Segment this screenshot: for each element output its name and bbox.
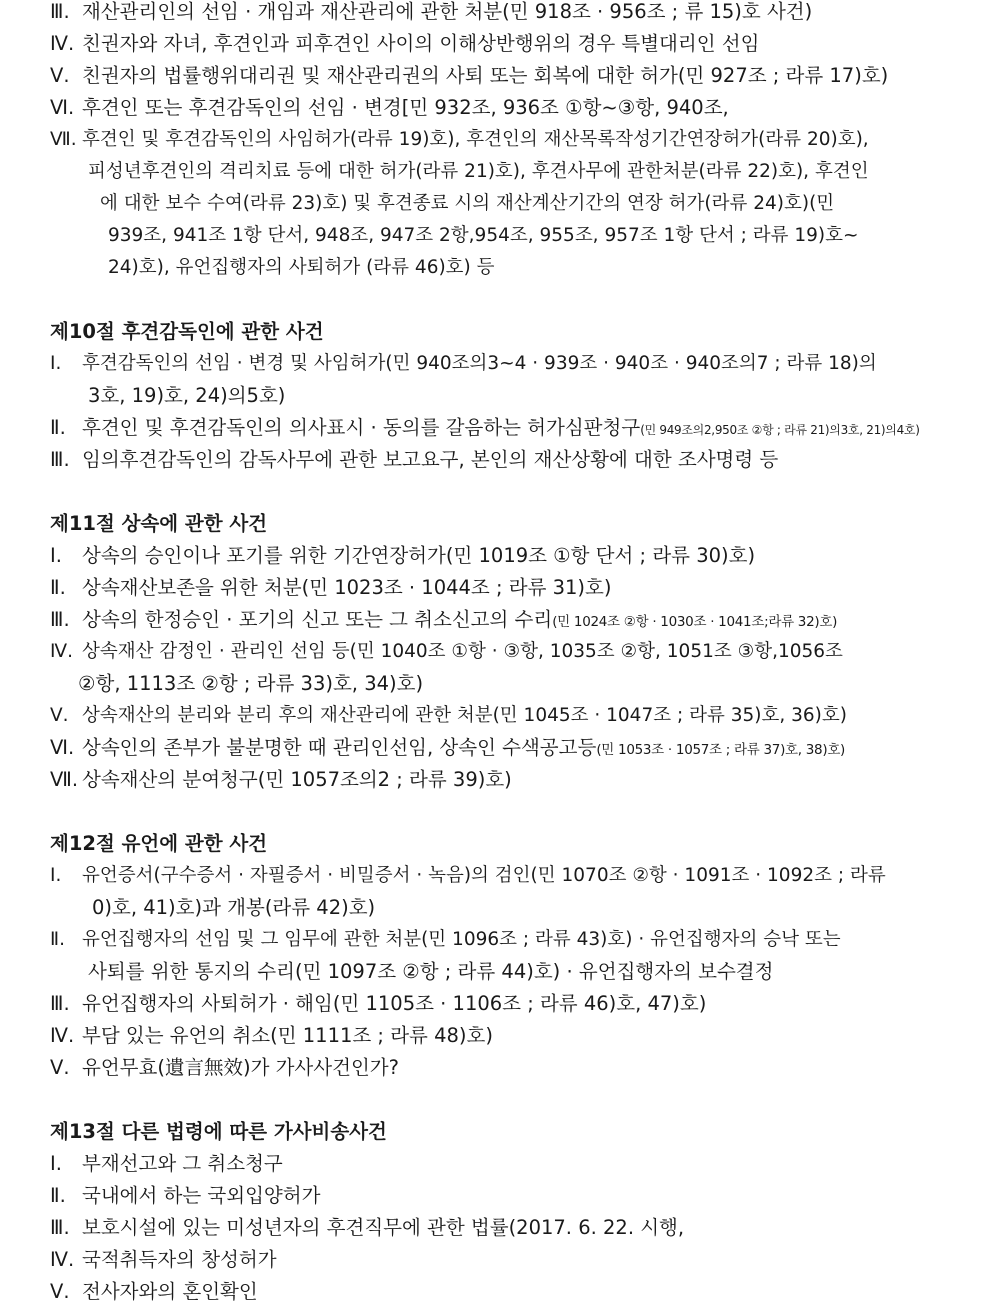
item-text: 후견감독인의 선임 · 변경 및 사임허가(민 940조의3~4 · 939조 · 940조 · 940조의7 ; 라류 18)의 [82, 353, 877, 374]
item-continuation: 사퇴를 위한 통지의 수리(민 1097조 ②항 ; 라류 44)호) · 유언집행자의 보수결정 [88, 960, 774, 983]
list-item [50, 636, 843, 668]
list-item [50, 988, 706, 1020]
list-item [50, 860, 886, 892]
item-numeral: Ⅴ. [50, 64, 70, 87]
item-text: 부담 있는 유언의 취소(민 1111조 ; 라류 48)호) [82, 1024, 493, 1047]
item-numeral: Ⅱ. [50, 929, 65, 950]
item-text: 보호시설에 있는 미성년자의 후견직무에 관한 법률(2017. 6. 22. 시행, [82, 1216, 685, 1239]
section-heading: 제12절 유언에 관한 사건 [50, 832, 268, 855]
item-numeral: Ⅰ. [50, 544, 62, 567]
item-numeral: Ⅰ. [50, 865, 62, 886]
item-numeral: Ⅲ. [50, 992, 70, 1015]
item-text: 상속재산의 분리와 분리 후의 재산관리에 관한 처분(민 1045조 · 1047조 ; 라류 35)호, 36)호) [82, 705, 847, 726]
list-item [50, 1052, 399, 1084]
item-numeral: Ⅳ. [50, 1024, 75, 1047]
item-text: 상속재산 감정인 · 관리인 선임 등(민 1040조 ①항 · ③항, 1035조 ②항, 1051조 ③항,1056조 [82, 641, 843, 662]
item-text: 국적취득자의 창성허가 [82, 1248, 277, 1271]
item-text: 전사자와의 혼인확인 [82, 1280, 258, 1303]
item-text: 후견인 또는 후견감독인의 선임 · 변경[민 932조, 936조 ①항~③항, 940조, [82, 96, 729, 119]
list-item [50, 412, 920, 444]
item-continuation: 939조, 941조 1항 단서, 948조, 947조 2항,954조, 955조, 957조 1항 단서 ; 라류 19)호~ [108, 225, 859, 246]
item-numeral: Ⅴ. [50, 1056, 70, 1079]
list-item [50, 1148, 283, 1180]
item-continuation: ②항, 1113조 ②항 ; 라류 33)호, 34)호) [78, 672, 424, 695]
item-numeral: Ⅲ. [50, 1216, 70, 1239]
item-citation: (민 1024조 ②항 · 1030조 · 1041조;라류 32)호) [552, 614, 838, 630]
list-item [50, 540, 755, 572]
list-item [50, 1212, 684, 1244]
item-numeral: Ⅴ. [50, 1280, 70, 1303]
list-item [50, 572, 611, 604]
list-item [50, 60, 888, 92]
item-continuation: 에 대한 보수 수여(라류 23)호) 및 후견종료 시의 재산계산기간의 연장 허가(라류 24)호)(민 [100, 193, 835, 214]
item-numeral: Ⅳ. [50, 32, 75, 55]
list-item [50, 700, 847, 732]
item-numeral: Ⅶ. [50, 129, 77, 150]
item-text: 유언집행자의 사퇴허가 · 해임(민 1105조 · 1106조 ; 라류 46)호, 47)호) [82, 992, 707, 1015]
item-text: 유언무효(遺言無效)가 가사사건인가? [82, 1056, 399, 1079]
section-heading: 제11절 상속에 관한 사건 [50, 512, 268, 535]
item-text: 상속의 승인이나 포기를 위한 기간연장허가(민 1019조 ①항 단서 ; 라류 30)호) [82, 544, 756, 567]
item-numeral: Ⅱ. [50, 1184, 66, 1207]
section-heading: 제10절 후견감독인에 관한 사건 [50, 320, 324, 343]
item-numeral: Ⅲ. [50, 0, 70, 23]
list-item [50, 444, 778, 476]
item-numeral: Ⅲ. [50, 448, 70, 471]
item-numeral: Ⅵ. [50, 96, 75, 119]
item-text: 친권자의 법률행위대리권 및 재산관리권의 사퇴 또는 회복에 대한 허가(민 927조 ; 라류 17)호) [82, 64, 889, 87]
item-text: 후견인 및 후견감독인의 의사표시 · 동의를 갈음하는 허가심판청구 [82, 416, 641, 439]
item-numeral: Ⅱ. [50, 416, 66, 439]
item-text: 유언집행자의 선임 및 그 임무에 관한 처분(민 1096조 ; 라류 43)호) · 유언집행자의 승낙 또는 [82, 929, 841, 950]
item-continuation: 피성년후견인의 격리치료 등에 대한 허가(라류 21)호), 후견사무에 관한처분(라류 22)호), 후견인 [88, 161, 869, 182]
item-text: 상속재산의 분여청구(민 1057조의2 ; 라류 39)호) [82, 768, 512, 791]
item-numeral: Ⅵ. [50, 736, 75, 759]
list-item [50, 124, 869, 156]
item-numeral: Ⅶ. [50, 768, 79, 791]
item-text: 국내에서 하는 국외입양허가 [82, 1184, 321, 1207]
item-numeral: Ⅳ. [50, 641, 73, 662]
list-item [50, 764, 512, 796]
section-heading: 제13절 다른 법령에 따른 가사비송사건 [50, 1120, 387, 1143]
item-text: 임의후견감독인의 감독사무에 관한 보고요구, 본인의 재산상황에 대한 조사명령 등 [82, 448, 779, 471]
item-text: 부재선고와 그 취소청구 [82, 1152, 283, 1175]
item-text: 재산관리인의 선임 · 개임과 재산관리에 관한 처분(민 918조 · 956조 ; 류 15)호 사건) [82, 0, 813, 23]
list-item [50, 1244, 277, 1276]
list-item [50, 924, 841, 956]
item-text: 친권자와 자녀, 후견인과 피후견인 사이의 이해상반행위의 경우 특별대리인 선임 [82, 32, 760, 55]
list-item [50, 0, 812, 28]
item-numeral: Ⅰ. [50, 353, 62, 374]
item-citation: (민 949조의2,950조 ②항 ; 라류 21)의3호, 21)의4호) [640, 423, 920, 437]
list-item [50, 348, 877, 380]
item-text: 유언증서(구수증서 · 자필증서 · 비밀증서 · 녹음)의 검인(민 1070조 ②항 · 1091조 · 1092조 ; 라류 [82, 865, 886, 886]
item-text: 상속의 한정승인 · 포기의 신고 또는 그 취소신고의 수리 [82, 608, 553, 631]
item-continuation: 3호, 19)호, 24)의5호) [88, 384, 286, 407]
list-item [50, 28, 759, 60]
list-item [50, 1020, 493, 1052]
item-numeral: Ⅳ. [50, 1248, 75, 1271]
item-text: 상속인의 존부가 불분명한 때 관리인선임, 상속인 수색공고등 [82, 736, 597, 759]
item-citation: (민 1053조 · 1057조 ; 라류 37)호, 38)호) [596, 742, 846, 758]
item-continuation: 24)호), 유언집행자의 사퇴허가 (라류 46)호) 등 [108, 257, 495, 278]
list-item [50, 604, 837, 636]
list-item [50, 92, 729, 124]
list-item [50, 732, 845, 764]
item-numeral: Ⅰ. [50, 1152, 62, 1175]
item-numeral: Ⅴ. [50, 705, 69, 726]
item-text: 후견인 및 후견감독인의 사임허가(라류 19)호), 후견인의 재산목록작성기간연장허가(라류 20)호), [82, 129, 869, 150]
item-numeral: Ⅱ. [50, 576, 66, 599]
item-continuation: 0)호, 41)호)과 개봉(라류 42)호) [92, 896, 376, 919]
item-text: 상속재산보존을 위한 처분(민 1023조 · 1044조 ; 라류 31)호) [82, 576, 612, 599]
item-numeral: Ⅲ. [50, 608, 70, 631]
list-item [50, 1180, 320, 1212]
list-item [50, 1276, 258, 1308]
